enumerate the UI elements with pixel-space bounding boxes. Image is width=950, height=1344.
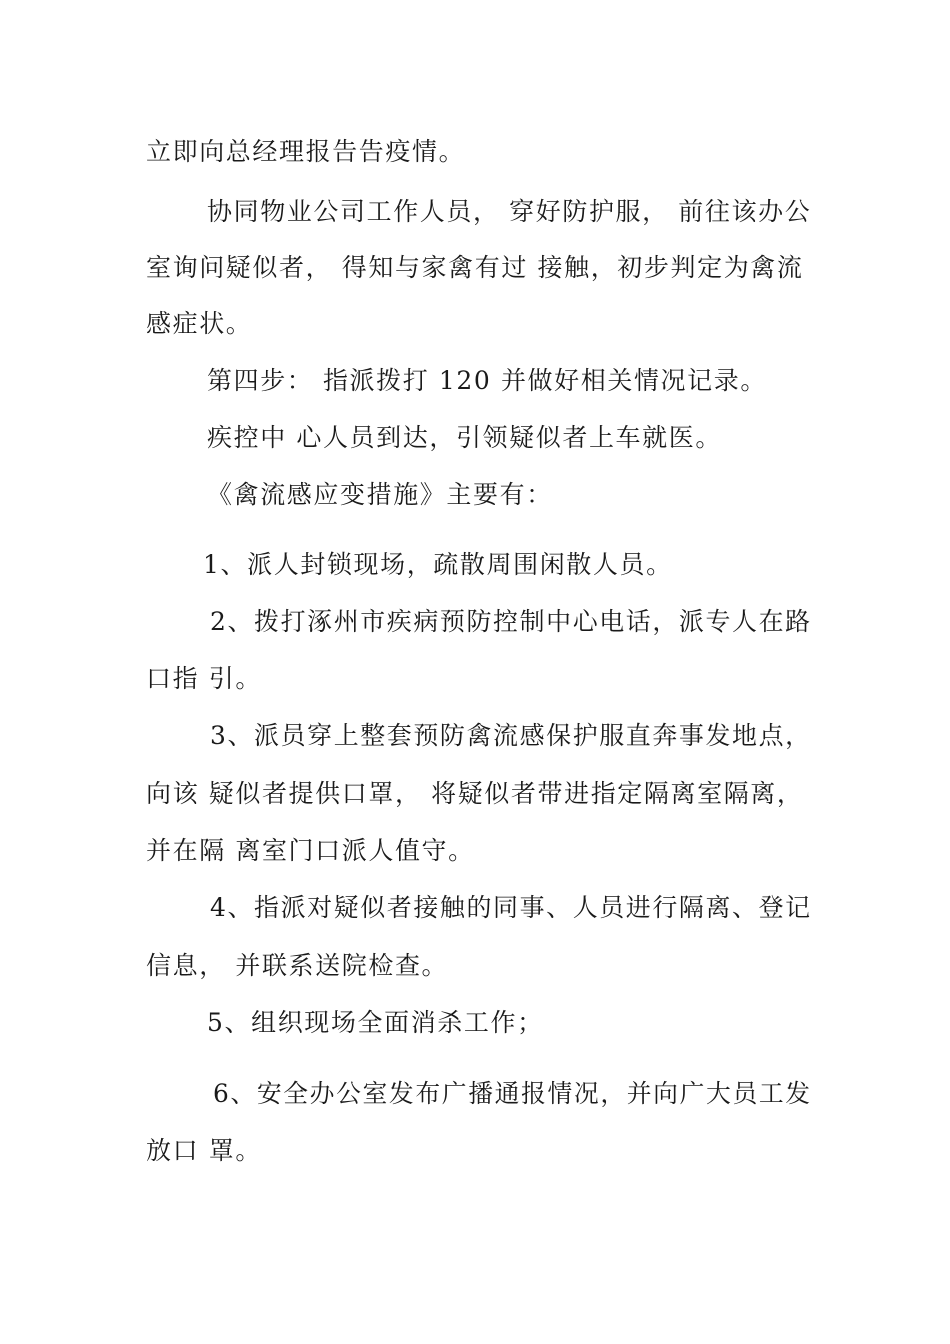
text-line: 立即向总经理报告告疫情。 <box>146 137 466 166</box>
text-line: 4、指派对疑似者接触的同事、人员进行隔离、登记 <box>210 893 812 922</box>
text-line: 3、派员穿上整套预防禽流感保护服直奔事发地点， <box>210 721 812 750</box>
text-line: 5、组织现场全面消杀工作； <box>207 1008 544 1037</box>
text-line: 口指 引。 <box>146 664 262 693</box>
text-line: 协同物业公司工作人员， 穿好防护服， 前往该办公 <box>207 197 812 226</box>
text-line: 第四步： 指派拨打 120 并做好相关情况记录。 <box>207 366 767 395</box>
text-line: 放口 罩。 <box>146 1136 262 1165</box>
text-line: 信息， 并联系送院检查。 <box>146 951 449 980</box>
text-line: 2、拨打涿州市疾病预防控制中心电话，派专人在路 <box>210 607 812 636</box>
text-line: 并在隔 离室门口派人值守。 <box>146 836 475 865</box>
text-line: 6、安全办公室发布广播通报情况，并向广大员工发 <box>213 1079 812 1108</box>
text-line: 室询问疑似者， 得知与家禽有过 接触，初步判定为禽流 <box>146 253 804 282</box>
text-line: 向该 疑似者提供口罩， 将疑似者带进指定隔离室隔离， <box>146 779 804 808</box>
text-line: 疾控中 心人员到达，引领疑似者上车就医。 <box>207 423 722 452</box>
text-line: 感症状。 <box>146 309 253 338</box>
text-line: 1、派人封锁现场，疏散周围闲散人员。 <box>203 550 673 579</box>
text-line: 《禽流感应变措施》主要有： <box>207 480 553 509</box>
